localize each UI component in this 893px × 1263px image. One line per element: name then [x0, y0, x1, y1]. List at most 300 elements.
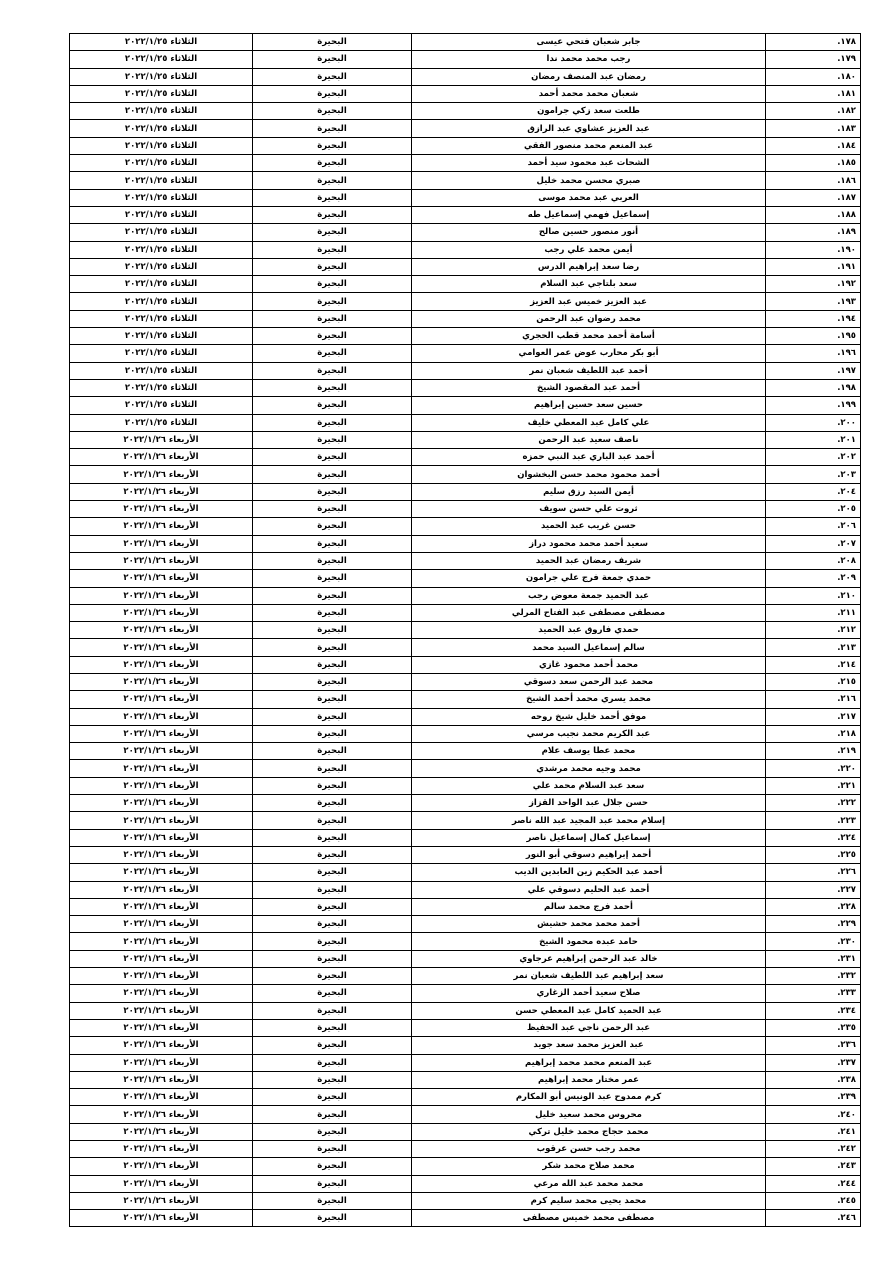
governorate-cell: البحيرة [253, 1141, 412, 1158]
table-row [70, 120, 861, 137]
governorate-cell: البحيرة [253, 483, 412, 500]
table-row [70, 1019, 861, 1036]
person-name-cell: سعد عبد السلام محمد علي [412, 777, 766, 794]
row-number-cell: ٢٢٦. [766, 864, 861, 881]
row-number-cell: ١٨٤. [766, 137, 861, 154]
person-name-cell: سعد إبراهيم عبد اللطيف شعبان نمر [412, 968, 766, 985]
row-number-cell: ٢٢٢. [766, 795, 861, 812]
row-number-cell: ١٩٩. [766, 397, 861, 414]
table-row [70, 379, 861, 396]
table-row [70, 103, 861, 120]
session-date-cell: الأربعاء ٢٠٢٢/١/٢٦ [70, 795, 253, 812]
governorate-cell: البحيرة [253, 501, 412, 518]
table-row [70, 518, 861, 535]
governorate-cell: البحيرة [253, 431, 412, 448]
row-number-cell: ٢٢٣. [766, 812, 861, 829]
session-date-cell: الأربعاء ٢٠٢٢/١/٢٦ [70, 777, 253, 794]
table-row [70, 189, 861, 206]
table-row [70, 172, 861, 189]
session-date-cell: الأربعاء ٢٠٢٢/١/٢٦ [70, 483, 253, 500]
row-number-cell: ٢٣٧. [766, 1054, 861, 1071]
row-number-cell: ٢٠٠. [766, 414, 861, 431]
session-date-cell: الثلاثاء ٢٠٢٢/١/٢٥ [70, 328, 253, 345]
table-row [70, 466, 861, 483]
person-name-cell: أحمد عبد الحكيم زين العابدين الديب [412, 864, 766, 881]
session-date-cell: الأربعاء ٢٠٢٢/١/٢٦ [70, 431, 253, 448]
person-name-cell: سعد بلتاجي عبد السلام [412, 276, 766, 293]
governorate-cell: البحيرة [253, 570, 412, 587]
session-date-cell: الأربعاء ٢٠٢٢/١/٢٦ [70, 950, 253, 967]
person-name-cell: العربي عبد محمد موسى [412, 189, 766, 206]
table-row [70, 708, 861, 725]
table-row [70, 276, 861, 293]
row-number-cell: ١٩٥. [766, 328, 861, 345]
person-name-cell: رضا سعد إبراهيم الدرس [412, 258, 766, 275]
session-date-cell: الأربعاء ٢٠٢٢/١/٢٦ [70, 1141, 253, 1158]
session-date-cell: الأربعاء ٢٠٢٢/١/٢٦ [70, 518, 253, 535]
governorate-cell: البحيرة [253, 812, 412, 829]
table-row [70, 51, 861, 68]
person-name-cell: محروس محمد سعيد خليل [412, 1106, 766, 1123]
session-date-cell: الأربعاء ٢٠٢٢/١/٢٦ [70, 656, 253, 673]
governorate-cell: البحيرة [253, 362, 412, 379]
person-name-cell: إسلام محمد عبد المجيد عبد الله ناصر [412, 812, 766, 829]
governorate-cell: البحيرة [253, 1037, 412, 1054]
session-date-cell: الأربعاء ٢٠٢٢/١/٢٦ [70, 622, 253, 639]
governorate-cell: البحيرة [253, 656, 412, 673]
session-date-cell: الأربعاء ٢٠٢٢/١/٢٦ [70, 829, 253, 846]
person-name-cell: محمد أحمد محمود غازي [412, 656, 766, 673]
row-number-cell: ١٨٦. [766, 172, 861, 189]
session-date-cell: الثلاثاء ٢٠٢٢/١/٢٥ [70, 206, 253, 223]
governorate-cell: البحيرة [253, 604, 412, 621]
session-date-cell: الأربعاء ٢٠٢٢/١/٢٦ [70, 708, 253, 725]
session-date-cell: الأربعاء ٢٠٢٢/١/٢٦ [70, 449, 253, 466]
row-number-cell: ٢٤٥. [766, 1192, 861, 1209]
person-name-cell: صلاح سعيد أحمد الزغاري [412, 985, 766, 1002]
person-name-cell: عبد المنعم محمد محمد إبراهيم [412, 1054, 766, 1071]
governorate-cell: البحيرة [253, 1106, 412, 1123]
records-table-body [70, 34, 861, 1227]
person-name-cell: محمد صلاح محمد شكر [412, 1158, 766, 1175]
table-row [70, 535, 861, 552]
session-date-cell: الأربعاء ٢٠٢٢/١/٢٦ [70, 933, 253, 950]
session-date-cell: الأربعاء ٢٠٢٢/١/٢٦ [70, 501, 253, 518]
table-row [70, 846, 861, 863]
row-number-cell: ٢٣٩. [766, 1089, 861, 1106]
row-number-cell: ٢٣٦. [766, 1037, 861, 1054]
person-name-cell: سعيد أحمد محمد محمود دراز [412, 535, 766, 552]
person-name-cell: جابر شعبان فتحي عيسى [412, 34, 766, 51]
governorate-cell: البحيرة [253, 985, 412, 1002]
table-row [70, 1123, 861, 1140]
governorate-cell: البحيرة [253, 345, 412, 362]
governorate-cell: البحيرة [253, 466, 412, 483]
row-number-cell: ٢٢٠. [766, 760, 861, 777]
governorate-cell: البحيرة [253, 1071, 412, 1088]
row-number-cell: ٢١٧. [766, 708, 861, 725]
person-name-cell: أيمن السيد رزق سليم [412, 483, 766, 500]
table-row [70, 85, 861, 102]
table-row [70, 985, 861, 1002]
row-number-cell: ٢٣٤. [766, 1002, 861, 1019]
governorate-cell: البحيرة [253, 552, 412, 569]
session-date-cell: الأربعاء ٢٠٢٢/١/٢٦ [70, 898, 253, 915]
session-date-cell: الأربعاء ٢٠٢٢/١/٢٦ [70, 691, 253, 708]
row-number-cell: ٢٤٦. [766, 1210, 861, 1227]
person-name-cell: إسماعيل كمال إسماعيل ناصر [412, 829, 766, 846]
governorate-cell: البحيرة [253, 881, 412, 898]
table-row [70, 604, 861, 621]
governorate-cell: البحيرة [253, 258, 412, 275]
governorate-cell: البحيرة [253, 708, 412, 725]
person-name-cell: محمد محمد عبد الله مرعي [412, 1175, 766, 1192]
row-number-cell: ١٧٨. [766, 34, 861, 51]
table-row [70, 449, 861, 466]
governorate-cell: البحيرة [253, 743, 412, 760]
table-row [70, 68, 861, 85]
session-date-cell: الأربعاء ٢٠٢٢/١/٢٦ [70, 1037, 253, 1054]
person-name-cell: حمدي فاروق عبد الحميد [412, 622, 766, 639]
session-date-cell: الأربعاء ٢٠٢٢/١/٢٦ [70, 725, 253, 742]
row-number-cell: ٢٢٨. [766, 898, 861, 915]
row-number-cell: ١٨٨. [766, 206, 861, 223]
row-number-cell: ١٨٥. [766, 155, 861, 172]
governorate-cell: البحيرة [253, 414, 412, 431]
row-number-cell: ١٨٩. [766, 224, 861, 241]
governorate-cell: البحيرة [253, 379, 412, 396]
session-date-cell: الثلاثاء ٢٠٢٢/١/٢٥ [70, 68, 253, 85]
person-name-cell: أحمد عبد الحليم دسوقي علي [412, 881, 766, 898]
table-row [70, 1106, 861, 1123]
person-name-cell: شعبان محمد محمد أحمد [412, 85, 766, 102]
row-number-cell: ١٩١. [766, 258, 861, 275]
person-name-cell: محمد حجاج محمد خليل تركي [412, 1123, 766, 1140]
governorate-cell: البحيرة [253, 1210, 412, 1227]
session-date-cell: الأربعاء ٢٠٢٢/١/٢٦ [70, 812, 253, 829]
session-date-cell: الثلاثاء ٢٠٢٢/١/٢٥ [70, 120, 253, 137]
table-row [70, 933, 861, 950]
table-row [70, 1158, 861, 1175]
session-date-cell: الثلاثاء ٢٠٢٢/١/٢٥ [70, 293, 253, 310]
session-date-cell: الثلاثاء ٢٠٢٢/١/٢٥ [70, 397, 253, 414]
person-name-cell: موفق أحمد خليل شيخ روحه [412, 708, 766, 725]
session-date-cell: الثلاثاء ٢٠٢٢/١/٢٥ [70, 172, 253, 189]
session-date-cell: الثلاثاء ٢٠٢٢/١/٢٥ [70, 258, 253, 275]
session-date-cell: الأربعاء ٢٠٢٢/١/٢٦ [70, 1210, 253, 1227]
person-name-cell: حمدي جمعة فرج علي جرامون [412, 570, 766, 587]
table-row [70, 362, 861, 379]
person-name-cell: حسن غريب عبد الحميد [412, 518, 766, 535]
session-date-cell: الثلاثاء ٢٠٢٢/١/٢٥ [70, 137, 253, 154]
person-name-cell: صبري محسن محمد خليل [412, 172, 766, 189]
governorate-cell: البحيرة [253, 673, 412, 690]
session-date-cell: الثلاثاء ٢٠٢٢/١/٢٥ [70, 103, 253, 120]
governorate-cell: البحيرة [253, 155, 412, 172]
row-number-cell: ١٨٣. [766, 120, 861, 137]
session-date-cell: الأربعاء ٢٠٢٢/١/٢٦ [70, 570, 253, 587]
person-name-cell: أحمد عبد المقصود الشيخ [412, 379, 766, 396]
row-number-cell: ٢١٨. [766, 725, 861, 742]
person-name-cell: حامد عبده محمود الشيخ [412, 933, 766, 950]
row-number-cell: ٢٠١. [766, 431, 861, 448]
session-date-cell: الأربعاء ٢٠٢٢/١/٢٦ [70, 743, 253, 760]
governorate-cell: البحيرة [253, 51, 412, 68]
row-number-cell: ٢٠٤. [766, 483, 861, 500]
person-name-cell: عمر مختار محمد إبراهيم [412, 1071, 766, 1088]
person-name-cell: محمد وجيه محمد مرشدي [412, 760, 766, 777]
row-number-cell: ١٨٧. [766, 189, 861, 206]
governorate-cell: البحيرة [253, 777, 412, 794]
governorate-cell: البحيرة [253, 829, 412, 846]
governorate-cell: البحيرة [253, 68, 412, 85]
person-name-cell: أحمد عبد الباري عبد النبي حمزه [412, 449, 766, 466]
governorate-cell: البحيرة [253, 206, 412, 223]
table-row [70, 431, 861, 448]
session-date-cell: الأربعاء ٢٠٢٢/١/٢٦ [70, 864, 253, 881]
person-name-cell: عبد المنعم محمد منصور الفقي [412, 137, 766, 154]
table-row [70, 397, 861, 414]
person-name-cell: محمد رجب حسن عرقوب [412, 1141, 766, 1158]
governorate-cell: البحيرة [253, 725, 412, 742]
governorate-cell: البحيرة [253, 916, 412, 933]
row-number-cell: ٢٠٣. [766, 466, 861, 483]
row-number-cell: ٢١٦. [766, 691, 861, 708]
table-row [70, 1071, 861, 1088]
session-date-cell: الأربعاء ٢٠٢٢/١/٢٦ [70, 1054, 253, 1071]
person-name-cell: أحمد عبد اللطيف شعبان نمر [412, 362, 766, 379]
session-date-cell: الثلاثاء ٢٠٢٢/١/٢٥ [70, 362, 253, 379]
session-date-cell: الأربعاء ٢٠٢٢/١/٢٦ [70, 881, 253, 898]
table-row [70, 864, 861, 881]
person-name-cell: أحمد محمود محمد حسن البخشوان [412, 466, 766, 483]
person-name-cell: عبد العزيز محمد سعد جويد [412, 1037, 766, 1054]
row-number-cell: ٢١٩. [766, 743, 861, 760]
person-name-cell: مصطفى مصطفى عبد الفتاح المرلي [412, 604, 766, 621]
person-name-cell: عبد الرحمن ناجي عبد الحفيظ [412, 1019, 766, 1036]
session-date-cell: الثلاثاء ٢٠٢٢/١/٢٥ [70, 414, 253, 431]
session-date-cell: الثلاثاء ٢٠٢٢/١/٢٥ [70, 189, 253, 206]
governorate-cell: البحيرة [253, 293, 412, 310]
table-row [70, 898, 861, 915]
table-row [70, 137, 861, 154]
session-date-cell: الثلاثاء ٢٠٢٢/١/٢٥ [70, 241, 253, 258]
session-date-cell: الأربعاء ٢٠٢٢/١/٢٦ [70, 968, 253, 985]
governorate-cell: البحيرة [253, 103, 412, 120]
session-date-cell: الأربعاء ٢٠٢٢/١/٢٦ [70, 1071, 253, 1088]
person-name-cell: أحمد محمد محمد حشيش [412, 916, 766, 933]
governorate-cell: البحيرة [253, 449, 412, 466]
session-date-cell: الثلاثاء ٢٠٢٢/١/٢٥ [70, 85, 253, 102]
table-row [70, 656, 861, 673]
session-date-cell: الأربعاء ٢٠٢٢/١/٢٦ [70, 604, 253, 621]
row-number-cell: ٢٠٧. [766, 535, 861, 552]
table-row [70, 293, 861, 310]
row-number-cell: ٢٢٩. [766, 916, 861, 933]
person-name-cell: عبد الحميد كامل عبد المعطي حسن [412, 1002, 766, 1019]
table-row [70, 1037, 861, 1054]
table-row [70, 483, 861, 500]
table-row [70, 622, 861, 639]
table-row [70, 1054, 861, 1071]
row-number-cell: ٢٣٥. [766, 1019, 861, 1036]
table-row [70, 345, 861, 362]
table-row [70, 968, 861, 985]
governorate-cell: البحيرة [253, 760, 412, 777]
governorate-cell: البحيرة [253, 34, 412, 51]
session-date-cell: الأربعاء ٢٠٢٢/١/٢٦ [70, 587, 253, 604]
person-name-cell: عبد العزيز عشاوي عبد الرازق [412, 120, 766, 137]
row-number-cell: ٢١٣. [766, 639, 861, 656]
table-row [70, 743, 861, 760]
row-number-cell: ٢١٥. [766, 673, 861, 690]
row-number-cell: ٢٠٨. [766, 552, 861, 569]
session-date-cell: الأربعاء ٢٠٢٢/١/٢٦ [70, 535, 253, 552]
governorate-cell: البحيرة [253, 310, 412, 327]
person-name-cell: عبد العزيز خميس عبد العزيز [412, 293, 766, 310]
table-row [70, 691, 861, 708]
table-row [70, 224, 861, 241]
table-row [70, 1089, 861, 1106]
session-date-cell: الأربعاء ٢٠٢٢/١/٢٦ [70, 1106, 253, 1123]
row-number-cell: ٢٤٣. [766, 1158, 861, 1175]
table-row [70, 241, 861, 258]
row-number-cell: ١٩٧. [766, 362, 861, 379]
table-row [70, 1192, 861, 1209]
table-row [70, 777, 861, 794]
row-number-cell: ٢٢٤. [766, 829, 861, 846]
session-date-cell: الثلاثاء ٢٠٢٢/١/٢٥ [70, 34, 253, 51]
row-number-cell: ٢٤٢. [766, 1141, 861, 1158]
session-date-cell: الأربعاء ٢٠٢٢/١/٢٦ [70, 760, 253, 777]
person-name-cell: إسماعيل فهمي إسماعيل طه [412, 206, 766, 223]
person-name-cell: أسامة أحمد محمد قطب الحجري [412, 328, 766, 345]
person-name-cell: محمد يسري محمد أحمد الشيخ [412, 691, 766, 708]
session-date-cell: الأربعاء ٢٠٢٢/١/٢٦ [70, 1175, 253, 1192]
person-name-cell: خالد عبد الرحمن إبراهيم عرجاوي [412, 950, 766, 967]
row-number-cell: ١٩٤. [766, 310, 861, 327]
session-date-cell: الأربعاء ٢٠٢٢/١/٢٦ [70, 985, 253, 1002]
person-name-cell: كرم ممدوح عبد الونيس أبو المكارم [412, 1089, 766, 1106]
row-number-cell: ٢١١. [766, 604, 861, 621]
governorate-cell: البحيرة [253, 795, 412, 812]
person-name-cell: طلعت سعد زكي جرامون [412, 103, 766, 120]
governorate-cell: البحيرة [253, 1002, 412, 1019]
governorate-cell: البحيرة [253, 1192, 412, 1209]
row-number-cell: ١٩٦. [766, 345, 861, 362]
person-name-cell: ناصف سعيد عبد الرحمن [412, 431, 766, 448]
session-date-cell: الثلاثاء ٢٠٢٢/١/٢٥ [70, 276, 253, 293]
row-number-cell: ٢٣٣. [766, 985, 861, 1002]
governorate-cell: البحيرة [253, 898, 412, 915]
session-date-cell: الأربعاء ٢٠٢٢/١/٢٦ [70, 1089, 253, 1106]
person-name-cell: رجب محمد محمد ندا [412, 51, 766, 68]
person-name-cell: عبد الحميد جمعة معوض رجب [412, 587, 766, 604]
row-number-cell: ١٩٣. [766, 293, 861, 310]
table-row [70, 1210, 861, 1227]
row-number-cell: ١٩٢. [766, 276, 861, 293]
person-name-cell: محمد رضوان عبد الرحمن [412, 310, 766, 327]
table-row [70, 34, 861, 51]
governorate-cell: البحيرة [253, 276, 412, 293]
table-row [70, 570, 861, 587]
row-number-cell: ٢٣٠. [766, 933, 861, 950]
governorate-cell: البحيرة [253, 1019, 412, 1036]
session-date-cell: الأربعاء ٢٠٢٢/١/٢٦ [70, 1002, 253, 1019]
governorate-cell: البحيرة [253, 137, 412, 154]
person-name-cell: الشحات عبد محمود سيد أحمد [412, 155, 766, 172]
table-row [70, 1141, 861, 1158]
row-number-cell: ٢٣١. [766, 950, 861, 967]
table-row [70, 1175, 861, 1192]
table-row [70, 725, 861, 742]
row-number-cell: ٢٢٥. [766, 846, 861, 863]
session-date-cell: الأربعاء ٢٠٢٢/١/٢٦ [70, 1123, 253, 1140]
governorate-cell: البحيرة [253, 535, 412, 552]
person-name-cell: أحمد فرج محمد سالم [412, 898, 766, 915]
person-name-cell: أحمد إبراهيم دسوقي أبو النور [412, 846, 766, 863]
row-number-cell: ١٧٩. [766, 51, 861, 68]
row-number-cell: ٢٠٦. [766, 518, 861, 535]
row-number-cell: ٢٢١. [766, 777, 861, 794]
governorate-cell: البحيرة [253, 864, 412, 881]
table-row [70, 639, 861, 656]
row-number-cell: ٢٤٠. [766, 1106, 861, 1123]
governorate-cell: البحيرة [253, 691, 412, 708]
table-row [70, 673, 861, 690]
person-name-cell: أبو بكر محارب عوض عمر العوامي [412, 345, 766, 362]
session-date-cell: الأربعاء ٢٠٢٢/١/٢٦ [70, 552, 253, 569]
person-name-cell: عبد الكريم محمد نجيب مرسي [412, 725, 766, 742]
row-number-cell: ٢٣٢. [766, 968, 861, 985]
person-name-cell: أنور منصور حسين صالح [412, 224, 766, 241]
governorate-cell: البحيرة [253, 1089, 412, 1106]
table-row [70, 795, 861, 812]
person-name-cell: محمد عطا يوسف علام [412, 743, 766, 760]
governorate-cell: البحيرة [253, 224, 412, 241]
governorate-cell: البحيرة [253, 85, 412, 102]
row-number-cell: ١٨١. [766, 85, 861, 102]
session-date-cell: الأربعاء ٢٠٢٢/١/٢٦ [70, 673, 253, 690]
governorate-cell: البحيرة [253, 933, 412, 950]
table-row [70, 501, 861, 518]
table-row [70, 414, 861, 431]
session-date-cell: الثلاثاء ٢٠٢٢/١/٢٥ [70, 310, 253, 327]
governorate-cell: البحيرة [253, 587, 412, 604]
person-name-cell: رمضان عبد المنصف رمضان [412, 68, 766, 85]
governorate-cell: البحيرة [253, 639, 412, 656]
governorate-cell: البحيرة [253, 172, 412, 189]
records-table [69, 33, 861, 1227]
governorate-cell: البحيرة [253, 328, 412, 345]
person-name-cell: ثروت علي حسن سويف [412, 501, 766, 518]
governorate-cell: البحيرة [253, 120, 412, 137]
person-name-cell: محمد يحيى محمد سليم كرم [412, 1192, 766, 1209]
person-name-cell: حسن جلال عبد الواحد القزاز [412, 795, 766, 812]
table-row [70, 812, 861, 829]
governorate-cell: البحيرة [253, 950, 412, 967]
person-name-cell: سالم إسماعيل السيد محمد [412, 639, 766, 656]
row-number-cell: ٢٣٨. [766, 1071, 861, 1088]
governorate-cell: البحيرة [253, 846, 412, 863]
person-name-cell: حسين سعد حسين إبراهيم [412, 397, 766, 414]
governorate-cell: البحيرة [253, 1175, 412, 1192]
table-row [70, 587, 861, 604]
governorate-cell: البحيرة [253, 189, 412, 206]
person-name-cell: علي كامل عبد المعطي خليف [412, 414, 766, 431]
session-date-cell: الأربعاء ٢٠٢٢/١/٢٦ [70, 1158, 253, 1175]
row-number-cell: ٢١٤. [766, 656, 861, 673]
